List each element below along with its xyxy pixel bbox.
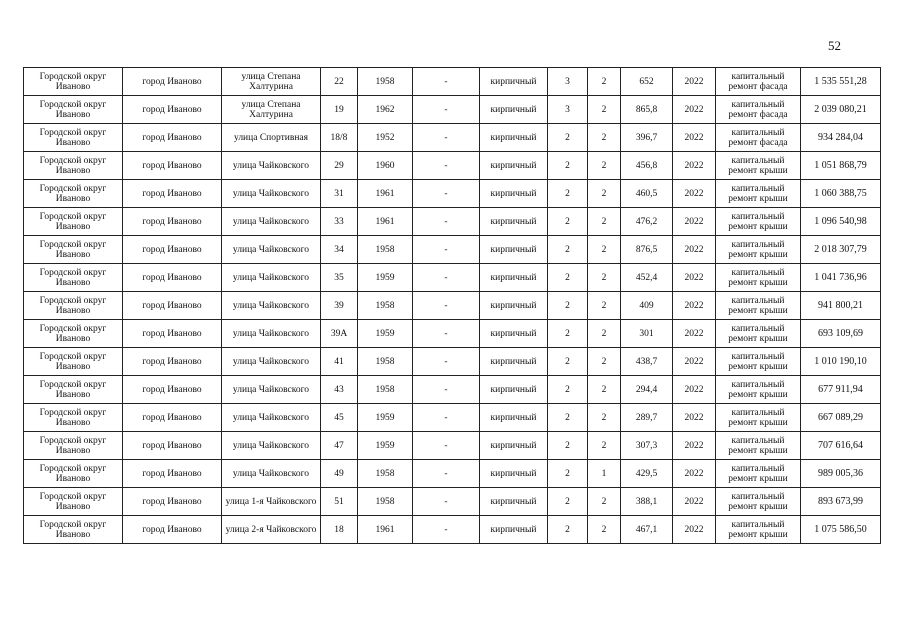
street-cell: улица Чайковского — [222, 348, 321, 376]
district-cell: Городской округ Иваново — [24, 68, 123, 96]
work-type-cell: капитальный ремонт крыши — [716, 208, 801, 236]
wall-material-cell: кирпичный — [480, 376, 548, 404]
area-cell: 652 — [621, 68, 673, 96]
house-number-cell: 39А — [321, 320, 358, 348]
floors-cell: 2 — [548, 432, 588, 460]
area-cell: 289,7 — [621, 404, 673, 432]
cost-cell: 989 005,36 — [801, 460, 881, 488]
table-row — [24, 96, 881, 124]
floors-cell: 2 — [548, 264, 588, 292]
area-cell: 476,2 — [621, 208, 673, 236]
street-cell: улица Чайковского — [222, 460, 321, 488]
wall-material-cell: кирпичный — [480, 292, 548, 320]
street-cell: улица Чайковского — [222, 236, 321, 264]
floors-cell: 2 — [548, 460, 588, 488]
city-cell: город Иваново — [123, 376, 222, 404]
house-number-cell: 35 — [321, 264, 358, 292]
district-cell: Городской округ Иваново — [24, 432, 123, 460]
cost-cell: 693 109,69 — [801, 320, 881, 348]
district-cell: Городской округ Иваново — [24, 320, 123, 348]
floors-cell: 2 — [548, 124, 588, 152]
housing-repair-table — [23, 67, 881, 544]
house-number-cell: 49 — [321, 460, 358, 488]
table-row — [24, 124, 881, 152]
work-type-cell: капитальный ремонт крыши — [716, 488, 801, 516]
work-type-cell: капитальный ремонт фасада — [716, 68, 801, 96]
district-cell: Городской округ Иваново — [24, 96, 123, 124]
plan-year-cell: 2022 — [673, 376, 716, 404]
house-number-cell: 51 — [321, 488, 358, 516]
build-year-cell: 1958 — [358, 488, 413, 516]
work-type-cell: капитальный ремонт крыши — [716, 264, 801, 292]
blank-dash-cell: - — [413, 432, 480, 460]
area-cell: 467,1 — [621, 516, 673, 544]
area-cell: 452,4 — [621, 264, 673, 292]
work-type-cell: капитальный ремонт крыши — [716, 292, 801, 320]
street-cell: улица 1-я Чайковского — [222, 488, 321, 516]
entrances-cell: 2 — [588, 264, 621, 292]
plan-year-cell: 2022 — [673, 404, 716, 432]
work-type-cell: капитальный ремонт крыши — [716, 432, 801, 460]
street-cell: улица Чайковского — [222, 180, 321, 208]
entrances-cell: 1 — [588, 460, 621, 488]
area-cell: 301 — [621, 320, 673, 348]
district-cell: Городской округ Иваново — [24, 180, 123, 208]
wall-material-cell: кирпичный — [480, 348, 548, 376]
build-year-cell: 1958 — [358, 348, 413, 376]
wall-material-cell: кирпичный — [480, 404, 548, 432]
build-year-cell: 1961 — [358, 208, 413, 236]
plan-year-cell: 2022 — [673, 460, 716, 488]
blank-dash-cell: - — [413, 376, 480, 404]
table-row — [24, 320, 881, 348]
city-cell: город Иваново — [123, 516, 222, 544]
entrances-cell: 2 — [588, 236, 621, 264]
street-cell: улица Чайковского — [222, 264, 321, 292]
wall-material-cell: кирпичный — [480, 488, 548, 516]
blank-dash-cell: - — [413, 124, 480, 152]
district-cell: Городской округ Иваново — [24, 404, 123, 432]
city-cell: город Иваново — [123, 404, 222, 432]
floors-cell: 2 — [548, 236, 588, 264]
build-year-cell: 1959 — [358, 264, 413, 292]
wall-material-cell: кирпичный — [480, 180, 548, 208]
table-row — [24, 236, 881, 264]
entrances-cell: 2 — [588, 152, 621, 180]
street-cell: улица Спортивная — [222, 124, 321, 152]
floors-cell: 2 — [548, 376, 588, 404]
blank-dash-cell: - — [413, 460, 480, 488]
table-row — [24, 208, 881, 236]
build-year-cell: 1960 — [358, 152, 413, 180]
blank-dash-cell: - — [413, 292, 480, 320]
plan-year-cell: 2022 — [673, 320, 716, 348]
house-number-cell: 18 — [321, 516, 358, 544]
build-year-cell: 1959 — [358, 432, 413, 460]
work-type-cell: капитальный ремонт крыши — [716, 404, 801, 432]
city-cell: город Иваново — [123, 208, 222, 236]
floors-cell: 2 — [548, 208, 588, 236]
area-cell: 456,8 — [621, 152, 673, 180]
wall-material-cell: кирпичный — [480, 208, 548, 236]
floors-cell: 2 — [548, 348, 588, 376]
plan-year-cell: 2022 — [673, 68, 716, 96]
blank-dash-cell: - — [413, 404, 480, 432]
cost-cell: 2 018 307,79 — [801, 236, 881, 264]
house-number-cell: 31 — [321, 180, 358, 208]
blank-dash-cell: - — [413, 348, 480, 376]
floors-cell: 2 — [548, 404, 588, 432]
blank-dash-cell: - — [413, 68, 480, 96]
street-cell: улица Чайковского — [222, 376, 321, 404]
area-cell: 876,5 — [621, 236, 673, 264]
district-cell: Городской округ Иваново — [24, 208, 123, 236]
entrances-cell: 2 — [588, 376, 621, 404]
entrances-cell: 2 — [588, 348, 621, 376]
blank-dash-cell: - — [413, 152, 480, 180]
table-row — [24, 68, 881, 96]
street-cell: улица 2-я Чайковского — [222, 516, 321, 544]
blank-dash-cell: - — [413, 96, 480, 124]
cost-cell: 1 010 190,10 — [801, 348, 881, 376]
work-type-cell: капитальный ремонт крыши — [716, 180, 801, 208]
area-cell: 409 — [621, 292, 673, 320]
table-row — [24, 264, 881, 292]
build-year-cell: 1961 — [358, 180, 413, 208]
street-cell: улица Чайковского — [222, 152, 321, 180]
work-type-cell: капитальный ремонт крыши — [716, 348, 801, 376]
cost-cell: 893 673,99 — [801, 488, 881, 516]
city-cell: город Иваново — [123, 236, 222, 264]
work-type-cell: капитальный ремонт фасада — [716, 124, 801, 152]
plan-year-cell: 2022 — [673, 208, 716, 236]
district-cell: Городской округ Иваново — [24, 376, 123, 404]
area-cell: 396,7 — [621, 124, 673, 152]
wall-material-cell: кирпичный — [480, 152, 548, 180]
work-type-cell: капитальный ремонт крыши — [716, 460, 801, 488]
house-number-cell: 33 — [321, 208, 358, 236]
plan-year-cell: 2022 — [673, 432, 716, 460]
cost-cell: 1 041 736,96 — [801, 264, 881, 292]
floors-cell: 2 — [548, 180, 588, 208]
work-type-cell: капитальный ремонт крыши — [716, 516, 801, 544]
house-number-cell: 22 — [321, 68, 358, 96]
build-year-cell: 1958 — [358, 376, 413, 404]
plan-year-cell: 2022 — [673, 516, 716, 544]
work-type-cell: капитальный ремонт фасада — [716, 96, 801, 124]
wall-material-cell: кирпичный — [480, 264, 548, 292]
street-cell: улица Чайковского — [222, 292, 321, 320]
build-year-cell: 1952 — [358, 124, 413, 152]
street-cell: улица Степана Халтурина — [222, 96, 321, 124]
entrances-cell: 2 — [588, 404, 621, 432]
floors-cell: 3 — [548, 68, 588, 96]
table-row — [24, 516, 881, 544]
house-number-cell: 45 — [321, 404, 358, 432]
work-type-cell: капитальный ремонт крыши — [716, 236, 801, 264]
city-cell: город Иваново — [123, 460, 222, 488]
floors-cell: 2 — [548, 152, 588, 180]
area-cell: 307,3 — [621, 432, 673, 460]
house-number-cell: 18/8 — [321, 124, 358, 152]
district-cell: Городской округ Иваново — [24, 152, 123, 180]
city-cell: город Иваново — [123, 68, 222, 96]
entrances-cell: 2 — [588, 292, 621, 320]
plan-year-cell: 2022 — [673, 152, 716, 180]
city-cell: город Иваново — [123, 292, 222, 320]
build-year-cell: 1961 — [358, 516, 413, 544]
house-number-cell: 34 — [321, 236, 358, 264]
entrances-cell: 2 — [588, 516, 621, 544]
work-type-cell: капитальный ремонт крыши — [716, 320, 801, 348]
street-cell: улица Степана Халтурина — [222, 68, 321, 96]
plan-year-cell: 2022 — [673, 348, 716, 376]
district-cell: Городской округ Иваново — [24, 124, 123, 152]
cost-cell: 941 800,21 — [801, 292, 881, 320]
cost-cell: 667 089,29 — [801, 404, 881, 432]
blank-dash-cell: - — [413, 516, 480, 544]
plan-year-cell: 2022 — [673, 292, 716, 320]
build-year-cell: 1958 — [358, 292, 413, 320]
area-cell: 294,4 — [621, 376, 673, 404]
cost-cell: 1 051 868,79 — [801, 152, 881, 180]
wall-material-cell: кирпичный — [480, 236, 548, 264]
table-row — [24, 404, 881, 432]
district-cell: Городской округ Иваново — [24, 264, 123, 292]
cost-cell: 2 039 080,21 — [801, 96, 881, 124]
city-cell: город Иваново — [123, 488, 222, 516]
entrances-cell: 2 — [588, 124, 621, 152]
entrances-cell: 2 — [588, 432, 621, 460]
wall-material-cell: кирпичный — [480, 460, 548, 488]
build-year-cell: 1962 — [358, 96, 413, 124]
plan-year-cell: 2022 — [673, 236, 716, 264]
cost-cell: 1 075 586,50 — [801, 516, 881, 544]
plan-year-cell: 2022 — [673, 124, 716, 152]
floors-cell: 3 — [548, 96, 588, 124]
page-number: 52 — [828, 38, 841, 53]
street-cell: улица Чайковского — [222, 432, 321, 460]
wall-material-cell: кирпичный — [480, 96, 548, 124]
build-year-cell: 1958 — [358, 236, 413, 264]
entrances-cell: 2 — [588, 320, 621, 348]
district-cell: Городской округ Иваново — [24, 348, 123, 376]
blank-dash-cell: - — [413, 208, 480, 236]
house-number-cell: 39 — [321, 292, 358, 320]
wall-material-cell: кирпичный — [480, 432, 548, 460]
area-cell: 438,7 — [621, 348, 673, 376]
build-year-cell: 1958 — [358, 68, 413, 96]
table-row — [24, 488, 881, 516]
table-row — [24, 376, 881, 404]
entrances-cell: 2 — [588, 180, 621, 208]
cost-cell: 1 096 540,98 — [801, 208, 881, 236]
table-row — [24, 432, 881, 460]
table-row — [24, 180, 881, 208]
cost-cell: 1 060 388,75 — [801, 180, 881, 208]
blank-dash-cell: - — [413, 236, 480, 264]
floors-cell: 2 — [548, 292, 588, 320]
work-type-cell: капитальный ремонт крыши — [716, 376, 801, 404]
city-cell: город Иваново — [123, 432, 222, 460]
city-cell: город Иваново — [123, 152, 222, 180]
street-cell: улица Чайковского — [222, 208, 321, 236]
build-year-cell: 1959 — [358, 404, 413, 432]
entrances-cell: 2 — [588, 488, 621, 516]
plan-year-cell: 2022 — [673, 488, 716, 516]
plan-year-cell: 2022 — [673, 180, 716, 208]
entrances-cell: 2 — [588, 96, 621, 124]
table-row — [24, 460, 881, 488]
cost-cell: 1 535 551,28 — [801, 68, 881, 96]
area-cell: 429,5 — [621, 460, 673, 488]
entrances-cell: 2 — [588, 68, 621, 96]
table-row — [24, 292, 881, 320]
city-cell: город Иваново — [123, 180, 222, 208]
wall-material-cell: кирпичный — [480, 516, 548, 544]
district-cell: Городской округ Иваново — [24, 488, 123, 516]
table-row — [24, 348, 881, 376]
street-cell: улица Чайковского — [222, 404, 321, 432]
blank-dash-cell: - — [413, 264, 480, 292]
wall-material-cell: кирпичный — [480, 68, 548, 96]
cost-cell: 707 616,64 — [801, 432, 881, 460]
floors-cell: 2 — [548, 516, 588, 544]
wall-material-cell: кирпичный — [480, 320, 548, 348]
table-row — [24, 152, 881, 180]
district-cell: Городской округ Иваново — [24, 292, 123, 320]
area-cell: 460,5 — [621, 180, 673, 208]
cost-cell: 934 284,04 — [801, 124, 881, 152]
build-year-cell: 1959 — [358, 320, 413, 348]
plan-year-cell: 2022 — [673, 96, 716, 124]
area-cell: 865,8 — [621, 96, 673, 124]
house-number-cell: 47 — [321, 432, 358, 460]
entrances-cell: 2 — [588, 208, 621, 236]
work-type-cell: капитальный ремонт крыши — [716, 152, 801, 180]
city-cell: город Иваново — [123, 124, 222, 152]
street-cell: улица Чайковского — [222, 320, 321, 348]
city-cell: город Иваново — [123, 320, 222, 348]
area-cell: 388,1 — [621, 488, 673, 516]
floors-cell: 2 — [548, 488, 588, 516]
cost-cell: 677 911,94 — [801, 376, 881, 404]
wall-material-cell: кирпичный — [480, 124, 548, 152]
district-cell: Городской округ Иваново — [24, 460, 123, 488]
city-cell: город Иваново — [123, 348, 222, 376]
city-cell: город Иваново — [123, 264, 222, 292]
district-cell: Городской округ Иваново — [24, 236, 123, 264]
city-cell: город Иваново — [123, 96, 222, 124]
build-year-cell: 1958 — [358, 460, 413, 488]
house-number-cell: 41 — [321, 348, 358, 376]
blank-dash-cell: - — [413, 320, 480, 348]
blank-dash-cell: - — [413, 180, 480, 208]
district-cell: Городской округ Иваново — [24, 516, 123, 544]
house-number-cell: 43 — [321, 376, 358, 404]
blank-dash-cell: - — [413, 488, 480, 516]
plan-year-cell: 2022 — [673, 264, 716, 292]
house-number-cell: 29 — [321, 152, 358, 180]
house-number-cell: 19 — [321, 96, 358, 124]
floors-cell: 2 — [548, 320, 588, 348]
